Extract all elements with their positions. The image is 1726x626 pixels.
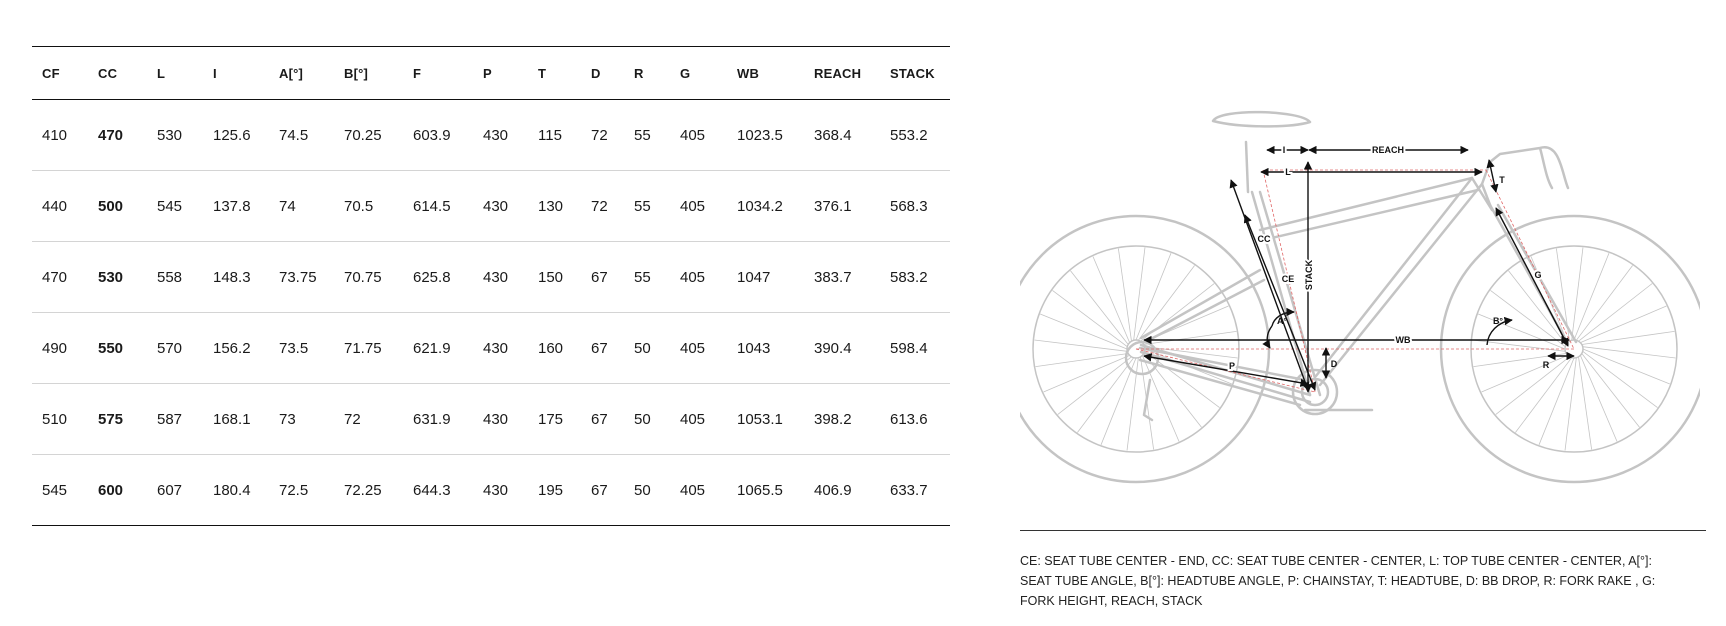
- table-cell: 430: [483, 197, 509, 215]
- table-cell: 150: [538, 268, 564, 286]
- label-g: G: [1534, 270, 1542, 280]
- geometry-legend: CE: SEAT TUBE CENTER - END, CC: SEAT TUBE CENTER - CENTER, L: TOP TUBE CENTER - CENTER, A[°]: SEAT TUBE ANGLE, B[°]: HEADTUBE ANGLE, P: CHAINSTAY, T: HEADTUBE, D: BB DROP, R: FORK RAKE , G: FORK HEIGHT, REACH, STACK: [1020, 554, 1656, 608]
- table-row: [32, 455, 950, 526]
- table-cell: 175: [538, 410, 564, 428]
- table-cell: 115: [538, 126, 562, 144]
- table-cell: 430: [483, 339, 509, 357]
- wheel-spoke: [1579, 357, 1592, 450]
- table-cell: 430: [483, 126, 509, 144]
- table-cell: 545: [157, 197, 183, 215]
- column-header: CF: [42, 65, 60, 81]
- wheel-spoke: [1582, 331, 1675, 344]
- table-cell: 644.3: [413, 481, 451, 499]
- wheel-spoke: [1118, 249, 1131, 342]
- table-cell: 74.5: [279, 126, 309, 144]
- table-cell: 383.7: [814, 268, 852, 286]
- wheel-spoke: [1053, 290, 1128, 346]
- column-header: F: [413, 65, 422, 81]
- table-cell: 553.2: [890, 126, 928, 144]
- table-cell: 125.6: [213, 126, 251, 144]
- label-a: A°: [1276, 316, 1288, 326]
- wheel-spoke: [1044, 355, 1130, 392]
- table-row: [32, 171, 950, 242]
- table-cell: 1053.1: [737, 410, 783, 428]
- wheel-spoke: [1058, 357, 1132, 415]
- table-cell: 430: [483, 410, 509, 428]
- label-ce: CE: [1281, 274, 1295, 284]
- front-wheel: [1441, 216, 1700, 482]
- table-cell: 148.3: [213, 268, 251, 286]
- table-cell: 530: [98, 268, 124, 286]
- wheel-spoke: [1580, 355, 1617, 441]
- wheel-spoke: [1496, 357, 1570, 415]
- table-cell: 50: [634, 339, 651, 357]
- geometry-arrows: [1144, 150, 1574, 392]
- table-cell: 587: [157, 410, 183, 428]
- table-cell: 72: [344, 410, 361, 428]
- legend-divider: [1020, 530, 1706, 531]
- table-cell: 583.2: [890, 268, 928, 286]
- wheel-spoke: [1572, 247, 1583, 340]
- column-header: REACH: [814, 65, 862, 81]
- wheel-spoke: [1582, 354, 1640, 428]
- column-header: P: [483, 65, 492, 81]
- table-cell: 405: [680, 197, 706, 215]
- table-cell: 130: [538, 197, 564, 215]
- wheel-spoke: [1580, 306, 1666, 343]
- wheel-spoke: [1482, 355, 1568, 392]
- table-row: [32, 242, 950, 313]
- table-cell: 390.4: [814, 339, 852, 357]
- table-cell: 603.9: [413, 126, 451, 144]
- table-cell: 67: [591, 268, 608, 286]
- table-row: [32, 384, 950, 455]
- table-cell: 67: [591, 410, 608, 428]
- table-cell: 160: [538, 339, 564, 357]
- wheel-spoke: [1583, 347, 1676, 358]
- column-header: B[°]: [344, 65, 369, 81]
- table-cell: 570: [157, 339, 183, 357]
- table-cell: 1065.5: [737, 481, 783, 499]
- bike-frame: [1126, 112, 1576, 420]
- wheel-spoke: [1138, 266, 1194, 341]
- table-cell: 545: [42, 481, 68, 499]
- wheel-spoke: [1576, 266, 1632, 341]
- column-header: WB: [737, 65, 760, 81]
- table-cell: 72.5: [279, 481, 309, 499]
- table-cell: 405: [680, 339, 706, 357]
- wheel-spoke: [1034, 340, 1127, 351]
- wheel-spoke: [1583, 349, 1670, 384]
- wheel-spoke: [1144, 331, 1237, 344]
- table-cell: 405: [680, 126, 706, 144]
- table-cell: 70.75: [344, 268, 382, 286]
- table-cell: 398.2: [814, 410, 852, 428]
- table-cell: 50: [634, 481, 651, 499]
- wheel-spoke: [1036, 354, 1129, 367]
- table-cell: 72.25: [344, 481, 382, 499]
- table-cell: 440: [42, 197, 68, 215]
- wheel-spoke: [1472, 340, 1565, 351]
- label-stack: STACK: [1304, 259, 1314, 291]
- table-cell: 50: [634, 410, 651, 428]
- table-cell: 1034.2: [737, 197, 783, 215]
- table-cell: 633.7: [890, 481, 928, 499]
- table-cell: 1023.5: [737, 126, 783, 144]
- table-cell: 410: [42, 126, 68, 144]
- column-header: R: [634, 65, 644, 81]
- wheel-spoke: [1040, 314, 1127, 349]
- table-cell: 67: [591, 481, 608, 499]
- table-cell: 631.9: [413, 410, 451, 428]
- table-header-row: [32, 47, 950, 100]
- wheel-spoke: [1579, 284, 1653, 342]
- wheel-spoke: [1071, 271, 1129, 345]
- table-cell: 368.4: [814, 126, 852, 144]
- label-reach: REACH: [1371, 145, 1405, 155]
- column-header: STACK: [890, 65, 935, 81]
- table-cell: 550: [98, 339, 124, 357]
- wheel-spoke: [1583, 351, 1658, 407]
- table-cell: 55: [634, 126, 651, 144]
- table-cell: 406.9: [814, 481, 852, 499]
- table-cell: 405: [680, 410, 706, 428]
- table-cell: 568.3: [890, 197, 928, 215]
- wheel-spoke: [1077, 358, 1133, 433]
- column-header: D: [591, 65, 601, 81]
- label-b: B°: [1492, 316, 1504, 326]
- table-cell: 613.6: [890, 410, 928, 428]
- table-cell: 72: [591, 126, 608, 144]
- column-header: T: [538, 65, 547, 81]
- wheel-spoke: [1134, 247, 1145, 340]
- wheel-spoke: [1539, 358, 1574, 445]
- table-cell: 137.8: [213, 197, 251, 215]
- table-cell: 430: [483, 481, 509, 499]
- table-cell: 614.5: [413, 197, 451, 215]
- label-cc: CC: [1257, 234, 1271, 244]
- table-cell: 73.75: [279, 268, 317, 286]
- table-cell: 470: [42, 268, 68, 286]
- label-l: L: [1285, 167, 1291, 177]
- table-cell: 405: [680, 481, 706, 499]
- table-cell: 470: [98, 126, 124, 144]
- table-cell: 70.25: [344, 126, 382, 144]
- table-cell: 600: [98, 481, 124, 499]
- table-cell: 195: [538, 481, 564, 499]
- table-row: [32, 100, 950, 171]
- table-cell: 71.75: [344, 339, 382, 357]
- bike-diagram-svg: [1020, 80, 1700, 500]
- table-row: [32, 313, 950, 384]
- table-cell: 67: [591, 339, 608, 357]
- table-cell: 598.4: [890, 339, 928, 357]
- table-cell: 55: [634, 197, 651, 215]
- label-r: R: [1542, 360, 1550, 370]
- table-cell: 376.1: [814, 197, 852, 215]
- label-t: T: [1499, 175, 1505, 185]
- table-cell: 180.4: [213, 481, 251, 499]
- table-cell: 625.8: [413, 268, 451, 286]
- table-cell: 168.1: [213, 410, 251, 428]
- bike-geometry-diagram: [1020, 80, 1700, 500]
- table-cell: 55: [634, 268, 651, 286]
- wheel-spoke: [1093, 257, 1130, 343]
- geometry-table: [32, 46, 950, 526]
- table-cell: 74: [279, 197, 296, 215]
- column-header: CC: [98, 65, 118, 81]
- table-cell: 490: [42, 339, 68, 357]
- diagram-labels: [1229, 145, 1550, 371]
- table-cell: 1047: [737, 268, 771, 286]
- wheel-spoke: [1574, 253, 1609, 340]
- table-cell: 500: [98, 197, 124, 215]
- table-cell: 72: [591, 197, 608, 215]
- wheel-spoke: [1136, 253, 1171, 340]
- wheel-spoke: [1565, 358, 1576, 451]
- column-header: I: [213, 65, 217, 81]
- table-cell: 1043: [737, 339, 771, 357]
- column-header: A[°]: [279, 65, 304, 81]
- table-cell: 156.2: [213, 339, 251, 357]
- table-cell: 73.5: [279, 339, 309, 357]
- label-i: I: [1282, 145, 1286, 155]
- label-p: P: [1228, 361, 1236, 371]
- table-cell: 430: [483, 268, 509, 286]
- column-header: L: [157, 65, 166, 81]
- table-cell: 73: [279, 410, 296, 428]
- table-cell: 558: [157, 268, 183, 286]
- table-cell: 607: [157, 481, 183, 499]
- table-cell: 405: [680, 268, 706, 286]
- table-cell: 575: [98, 410, 124, 428]
- table-cell: 621.9: [413, 339, 451, 357]
- column-header: G: [680, 65, 691, 81]
- table-cell: 530: [157, 126, 183, 144]
- table-cell: 510: [42, 410, 68, 428]
- table-body: [32, 100, 950, 526]
- table-cell: 70.5: [344, 197, 374, 215]
- label-wb: WB: [1395, 335, 1411, 345]
- label-d: D: [1330, 359, 1338, 369]
